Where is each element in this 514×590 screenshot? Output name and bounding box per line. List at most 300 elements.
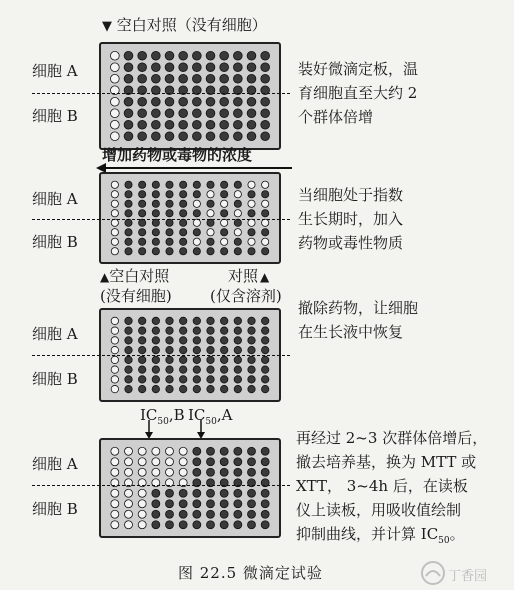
well (207, 229, 214, 236)
well (193, 238, 200, 245)
well (151, 132, 160, 141)
solvent-control-label: 对照 ▲ (228, 267, 270, 285)
well (193, 510, 201, 518)
well (206, 132, 215, 141)
well (220, 109, 229, 118)
well (261, 521, 269, 529)
well (138, 458, 146, 466)
well (138, 120, 147, 129)
well (261, 109, 270, 118)
well (111, 200, 118, 207)
well (179, 97, 188, 106)
well (110, 109, 119, 118)
well (139, 181, 146, 188)
well (206, 74, 215, 83)
well (125, 489, 133, 497)
well (110, 97, 119, 106)
well (220, 97, 229, 106)
well (165, 120, 174, 129)
well (111, 500, 119, 508)
concentration-gradient-arrow (96, 146, 296, 172)
well (152, 191, 159, 198)
well (221, 210, 228, 217)
well (166, 327, 173, 334)
well (234, 500, 242, 508)
well (111, 510, 119, 518)
well (234, 181, 241, 188)
well (179, 366, 186, 373)
blank-control-label-top: ▼ 空白对照（没有细胞） (102, 16, 267, 34)
well (139, 238, 146, 245)
well (125, 366, 132, 373)
well (166, 376, 173, 383)
well (207, 376, 214, 383)
well (206, 120, 215, 129)
well (166, 210, 173, 217)
well (220, 327, 227, 334)
well (138, 500, 146, 508)
well (179, 120, 188, 129)
well (207, 181, 214, 188)
well (138, 132, 147, 141)
well (110, 120, 119, 129)
well (233, 51, 242, 60)
well (261, 458, 269, 466)
well (166, 181, 173, 188)
well (166, 468, 174, 476)
well (234, 447, 242, 455)
well (206, 109, 215, 118)
well (193, 500, 201, 508)
well (234, 510, 242, 518)
well (124, 132, 133, 141)
well (139, 229, 146, 236)
well (220, 51, 229, 60)
well (125, 219, 132, 226)
solvent-only-label: (仅含溶剂) (210, 287, 282, 305)
well (110, 74, 119, 83)
well (138, 468, 146, 476)
well (221, 229, 228, 236)
well (261, 489, 269, 497)
well (261, 51, 270, 60)
well (248, 385, 255, 392)
well (138, 385, 145, 392)
well (111, 366, 118, 373)
well (220, 468, 228, 476)
cell-b-label-4: 细胞 B (32, 500, 78, 518)
well (165, 51, 174, 60)
well (261, 327, 268, 334)
up-arrow-icon: ▲ (100, 270, 110, 284)
well (152, 238, 159, 245)
well (207, 210, 214, 217)
well (207, 458, 215, 466)
well (166, 366, 173, 373)
well (139, 210, 146, 217)
well (152, 356, 159, 363)
well (220, 356, 227, 363)
well (221, 191, 228, 198)
well (261, 356, 268, 363)
well (193, 200, 200, 207)
well (139, 248, 146, 255)
well (124, 97, 133, 106)
well (179, 385, 186, 392)
well (166, 191, 173, 198)
well (111, 219, 118, 226)
well (207, 385, 214, 392)
well (193, 181, 200, 188)
well (221, 200, 228, 207)
cell-b-label-2: 细胞 B (32, 233, 78, 251)
well (111, 356, 118, 363)
well (111, 238, 118, 245)
step-4-description: 再经过 2~3 次群体倍增后， 撤去培养基，换为 MTT 或 XTT， 3~4h 后，在读板 仪上读板，用吸收值绘制 抑制曲线，并计算 $IC_{50}$。 (296, 429, 488, 546)
well (151, 51, 160, 60)
well (248, 200, 255, 207)
well (207, 366, 214, 373)
step-1-description: 装好微滴定板，温 育细胞直至大约 2 个群体倍增 (298, 60, 419, 126)
well (193, 317, 200, 324)
well (261, 500, 269, 508)
well (138, 327, 145, 334)
well (248, 366, 255, 373)
divider-line-2 (32, 219, 290, 220)
well (165, 63, 174, 72)
well (262, 181, 269, 188)
well (166, 447, 174, 455)
well (233, 63, 242, 72)
well (152, 337, 159, 344)
well (139, 191, 146, 198)
well (248, 458, 256, 466)
well (193, 219, 200, 226)
well (248, 356, 255, 363)
well (179, 376, 186, 383)
well (111, 458, 119, 466)
well (220, 458, 228, 466)
well (138, 447, 146, 455)
well (180, 181, 187, 188)
watermark-logo-icon (420, 560, 446, 586)
well (179, 447, 187, 455)
well (207, 248, 214, 255)
well (247, 109, 256, 118)
well (152, 376, 159, 383)
well (110, 51, 119, 60)
well (261, 97, 270, 106)
well (220, 366, 227, 373)
well (165, 132, 174, 141)
microplate-1 (99, 42, 281, 150)
well (248, 191, 255, 198)
well (179, 356, 186, 363)
well (221, 219, 228, 226)
well (193, 521, 201, 529)
well (262, 191, 269, 198)
well (152, 468, 160, 476)
well (207, 200, 214, 207)
well (262, 229, 269, 236)
well (166, 385, 173, 392)
well (262, 238, 269, 245)
well (125, 458, 133, 466)
well (261, 385, 268, 392)
well (247, 97, 256, 106)
well (234, 200, 241, 207)
well (166, 200, 173, 207)
well (234, 210, 241, 217)
well (261, 337, 268, 344)
well (261, 346, 268, 353)
well (179, 337, 186, 344)
well (248, 376, 255, 383)
well (248, 500, 256, 508)
well (261, 132, 270, 141)
watermark: 丁香园 (448, 569, 488, 584)
well (111, 346, 118, 353)
well (152, 248, 159, 255)
well (193, 356, 200, 363)
well (248, 181, 255, 188)
well (111, 385, 118, 392)
well (125, 327, 132, 334)
well (220, 510, 228, 518)
well (207, 489, 215, 497)
well (261, 317, 268, 324)
well (111, 521, 119, 529)
well (180, 191, 187, 198)
ic50-arrows (130, 420, 250, 440)
well (193, 327, 200, 334)
down-arrow-icon: ▼ (102, 19, 112, 34)
well (152, 317, 159, 324)
well (193, 458, 201, 466)
up-arrow-icon: ▲ (260, 270, 270, 284)
well (207, 191, 214, 198)
well (206, 51, 215, 60)
well (248, 510, 256, 518)
well (261, 376, 268, 383)
well (207, 500, 215, 508)
well (262, 200, 269, 207)
well (125, 510, 133, 518)
well (180, 248, 187, 255)
well (234, 191, 241, 198)
well (248, 327, 255, 334)
well (220, 132, 229, 141)
well (124, 51, 133, 60)
well (152, 219, 159, 226)
well (152, 366, 159, 373)
well (152, 447, 160, 455)
well (262, 248, 269, 255)
well (207, 356, 214, 363)
well (152, 181, 159, 188)
well (180, 210, 187, 217)
well (179, 51, 188, 60)
well (234, 376, 241, 383)
well (193, 346, 200, 353)
well (220, 346, 227, 353)
well-grid (101, 440, 279, 536)
well (248, 468, 256, 476)
well (111, 317, 118, 324)
well (179, 468, 187, 476)
well (233, 109, 242, 118)
well (138, 366, 145, 373)
well (193, 376, 200, 383)
well (125, 346, 132, 353)
well (234, 385, 241, 392)
well (234, 337, 241, 344)
well (152, 521, 160, 529)
well (138, 489, 146, 497)
well (125, 356, 132, 363)
well (193, 468, 201, 476)
well (193, 248, 200, 255)
well (111, 468, 119, 476)
well (180, 200, 187, 207)
well (233, 120, 242, 129)
well (111, 489, 119, 497)
well (111, 337, 118, 344)
well (111, 181, 118, 188)
well (138, 337, 145, 344)
well (166, 500, 174, 508)
well (207, 317, 214, 324)
well (179, 74, 188, 83)
well (220, 74, 229, 83)
well (248, 219, 255, 226)
well (207, 468, 215, 476)
well (138, 510, 146, 518)
microplate-2 (99, 172, 281, 264)
cell-a-label-3: 细胞 A (32, 325, 78, 343)
well (192, 74, 201, 83)
well (125, 447, 133, 455)
well (139, 219, 146, 226)
well (207, 327, 214, 334)
well (262, 210, 269, 217)
well (111, 248, 118, 255)
well (166, 356, 173, 363)
well (193, 366, 200, 373)
well (248, 238, 255, 245)
well (248, 489, 256, 497)
well (221, 181, 228, 188)
well (179, 317, 186, 324)
blank-control-label-bottom: ▲空白对照 (100, 267, 170, 285)
well (206, 97, 215, 106)
well (248, 229, 255, 236)
well (179, 327, 186, 334)
divider-line-3 (32, 355, 290, 356)
well (193, 447, 201, 455)
well-grid (101, 44, 279, 148)
well (261, 510, 269, 518)
well (206, 63, 215, 72)
well (125, 337, 132, 344)
well (247, 74, 256, 83)
well (207, 521, 215, 529)
well (138, 317, 145, 324)
well (125, 229, 132, 236)
figure-caption: 图 22.5 微滴定试验 (178, 564, 323, 582)
well (166, 346, 173, 353)
well (220, 521, 228, 529)
well (234, 356, 241, 363)
well (261, 447, 269, 455)
well (247, 63, 256, 72)
well (138, 521, 146, 529)
well (234, 366, 241, 373)
well (151, 120, 160, 129)
well (193, 210, 200, 217)
well (124, 63, 133, 72)
well (220, 376, 227, 383)
well (138, 63, 147, 72)
well (234, 346, 241, 353)
step-2-description: 当细胞处于指数 生长期时，加入 药物或毒性物质 (298, 186, 404, 252)
well (166, 458, 174, 466)
well (234, 521, 242, 529)
well (180, 219, 187, 226)
well (125, 500, 133, 508)
well (248, 210, 255, 217)
cell-a-label-4: 细胞 A (32, 455, 78, 473)
well (234, 248, 241, 255)
well (192, 120, 201, 129)
well (111, 447, 119, 455)
well (152, 346, 159, 353)
well-grid (101, 174, 279, 262)
divider-line-4 (32, 485, 290, 486)
well (261, 74, 270, 83)
well (248, 337, 255, 344)
well (138, 97, 147, 106)
well (233, 97, 242, 106)
well (124, 109, 133, 118)
well (220, 385, 227, 392)
well (207, 510, 215, 518)
well (152, 200, 159, 207)
well (125, 376, 132, 383)
well (110, 63, 119, 72)
well (111, 327, 118, 334)
well (166, 317, 173, 324)
well (152, 385, 159, 392)
well (152, 510, 160, 518)
well (207, 337, 214, 344)
well (234, 219, 241, 226)
well (179, 521, 187, 529)
gradient-label: 增加药物或毒物的浓度 (102, 146, 253, 164)
well (207, 447, 215, 455)
well (179, 510, 187, 518)
well (138, 109, 147, 118)
well (234, 327, 241, 334)
well (248, 521, 256, 529)
well (151, 63, 160, 72)
well (111, 210, 118, 217)
well (151, 97, 160, 106)
well (220, 447, 228, 455)
well (124, 74, 133, 83)
well (220, 489, 228, 497)
well (233, 74, 242, 83)
